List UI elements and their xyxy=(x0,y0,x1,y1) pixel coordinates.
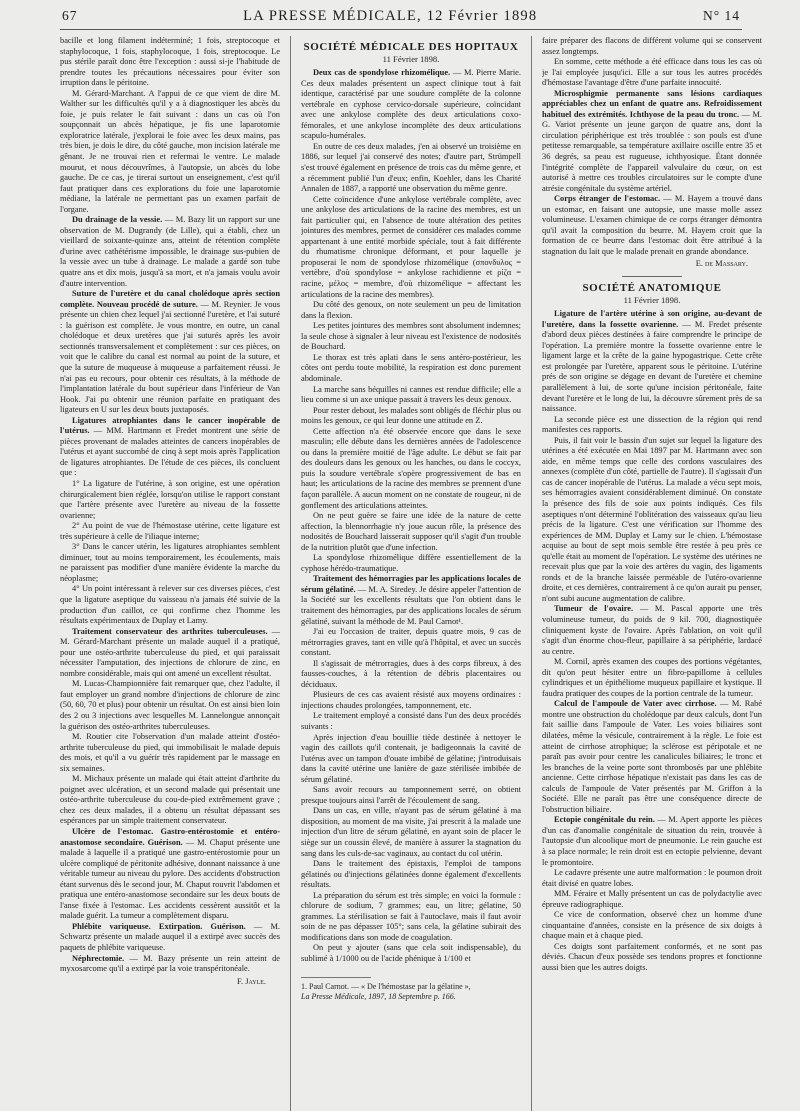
column-1 xyxy=(60,36,280,1111)
paragraph: M. Michaux présente un malade qui était atteint d'arthrite du poignet avec ulcération, et un second malade qui présentait une ostéo-arthrite tuberculeuse du cou-de-pied extrêmement grave ; chez ces deux malades, il a obtenu un résultat dépassant ses espérances par un simple traitement conservateur. xyxy=(60,774,280,826)
section-separator xyxy=(622,276,682,277)
article-paragraph: Corps étranger de l'estomac. — M. Hayem a trouvé dans un estomac, en faisant une autopsie, une masse molle assez volumineuse. L'examen chimique de ce corps étranger démontra qu'il avait la composition du beurre. M. Hayem croit que la formation de ce beurre dans l'estomac doit être attribué à la stagnation du lait que le malade prenait en grande abondance. xyxy=(542,194,762,256)
article-paragraph: Ectopie congénitale du rein. — M. Apert apporte les pièces d'un cas d'anomalie congénitale de situation du rein, trouvée à l'autopsie d'un alcoolique mort de pneumonie. Le rein gauche est à sa place normale; le rein droit est en ectopie pelvienne, devant le promontoire. xyxy=(542,815,762,867)
article-paragraph: Néphrectomie. — M. Bazy présente un rein atteint de myxosarcome qu'il a extirpé par la voie transpéritonéale. xyxy=(60,953,280,974)
article-paragraph: Traitement des hémorragies par les applications locales de sérum gélatiné. — M. A. Siredey. Je désire appeler l'attention de la Société sur les excellents résultats que l'on obtient dans le traitement des hémorragies, par des applications locales de sérum gélatiné, suivant la méthode de M. Paul Carnot¹. xyxy=(301,574,521,626)
article-paragraph: Calcul de l'ampoule de Vater avec cirrhose. — M. Rabé montre une obstruction du cholédoque par deux calculs, dont l'un fait saillie dans l'ampoule de Vater. Les voies biliaires sont dilatées, même la vésicule, contrairement à la règle. Le foie est atteint de cirrhose atrophique; la sclérose est péripotale et ne paraît pas avoir pour centre les canalicules biliaires; le tronc et les branches de la veine porte sont thrombosés par une phlébite ancienne. Cette cirrhose hépatique n'existait pas dans les cas de calculs de l'ampoule de Vater présentés par M. Griffon à la Société. Elle ne paraît pas être une conséquence directe de l'obstruction biliaire. xyxy=(542,699,762,814)
journal-title-line xyxy=(243,8,537,25)
author-signature: E. de Massary. xyxy=(695,259,748,269)
article-paragraph: Microsphigmie permanente sans lésions cardiaques appréciables chez un enfant de quatre ans. Refroidissement habituel des extrémités. Ichthyose de la peau du tronc. — M. G. Variot présente un jeune garçon de quatre ans, dont la circulation périphérique est très troublée : son pouls est d'une petitesse remarquable, sa température axillaire oscille entre 35 et 36 degrés, sa peau est rugueuse, ichthyosique. Étant donnée l'intégrité complète de l'appareil valvulaire du cœur, on est autorisé à mettre ces troubles circulatoires sur le compte d'une atrésie congénitale du système artériel. xyxy=(542,88,762,193)
paragraph: Pour rester debout, les malades sont obligés de fléchir plus ou moins les genoux, ce qui leur donne une attitude en Z. xyxy=(301,405,521,426)
paragraph: La préparation du sérum est très simple; en voici la formule : chlorure de sodium, 7 grammes; eau, un litre; gélatine, 50 grammes. La stérilisation se fait à l'autoclave, mais il faut avoir soin de ne pas dépasser 105°; sans cela, la gélatine subirait des modifications dans son mode de coagulation. xyxy=(301,890,521,942)
article-heading: Ulcère de l'estomac. Gastro-entérostomie et entéro-anastomose secondaire. Guérison. xyxy=(60,827,280,847)
paragraph: La spondylose rhizomélique diffère essentiellement de la cyphose hérédo-traumatique. xyxy=(301,553,521,573)
article-paragraph: Ulcère de l'estomac. Gastro-entérostomie et entéro-anastomose secondaire. Guérison. — M. Chaput présente une malade à laquelle il a pratiqué une gastro-entérostomie pour un ulcère compliqué de péritonite adhésive, donnant naissance à une véritable tumeur au niveau du pylore. Des accidents d'obstruction étant survenus dès le second jour, M. Chaput rouvrit l'abdomen et pratiqua une entéro-anastomose secondaire sur les deux bouts de l'anse fixée à l'estomac. Les accidents cessèrent aussitôt et la malade guérit. La tumeur a complètement disparu. xyxy=(60,827,280,921)
article-heading: Traitement des hémorragies par les applications locales de sérum gélatiné. xyxy=(301,574,521,594)
paragraph: Puis, il fait voir le bassin d'un sujet sur lequel la ligature des utérines a été exécutée en Mai 1897 par M. Hartmann avec son aide, en même temps que celle des cordons vasculaires des annexes (complète d'un côté, partielle de l'autre). Il s'agissait d'un cas de cancer inopérable de l'utérus. La malade a vécu sept mois, ses hémorragies avaient considérablement diminué. On constate la présence des fils de soie aux points indiqués. Ces fils aseptiques n'ont déterminé l'oblitération des vaisseaux qu'au lieu précis de la ligature. C'est une vérification sur l'homme des expériences de MM. Duplay et Lamy sur le chien. L'hémostase acquise au bout de sept mois semble être restée à peu près ce qu'elle était au moment de l'opération. Le système des utérines ne recevait plus que par la voie des artères du vagin, des ligaments ronds et de la branche laissée perméable de l'utéro-ovarienne droite, et ces dernières, contrairement à ce qu'on aurait pu penser, n'ont subi aucune augmentation de calibre. xyxy=(542,435,762,603)
paragraph: MM. Féraire et Mally présentent un cas de polydactylie avec épreuve radiographique. xyxy=(542,889,762,909)
article-paragraph: Deux cas de spondylose rhizomélique. — M. Pierre Marie. Ces deux malades présentent un aspect clinique tout à fait identique, caractérisé par une soudure complète de la colonne vertébrale en cyphose cervico-dorsale supérieure, coïncidant avec une ankylose complète des deux articulations coxo-fémorales, et une ankylose incomplète des deux articulations scapulo-humérales. xyxy=(301,68,521,141)
paragraph: Le traitement employé a consisté dans l'un des deux procédés suivants : xyxy=(301,711,521,731)
paragraph: Cette affection n'a été observée encore que dans le sexe masculin; elle débute dans les dernières années de l'adolescence ou dans la première moitié de l'âge adulte. Le début se fait par des douleurs dans les genoux ou les hanches, ou dans le coccyx, puis la soudure vertébrale s'opère progressivement de bas en haut; les articulations de la racine des membres se prennent d'une façon parallèle. A aucun moment on ne constate de rougeur, ni de gonflement des articulations atteintes. xyxy=(301,426,521,510)
footnote-line: La Presse Médicale, 1897, 18 Septembre p. 166. xyxy=(301,991,456,1001)
footnote-line: 1. Paul Carnot. — « De l'hémostase par la gélatine », xyxy=(301,981,471,991)
list-item: 4° Un point intéressant à relever sur ces diverses pièces, c'est que la ligature aseptique du vaisseau n'a jamais été suivie de la production d'un caillot, ce qui confirme chez l'homme les résultats expérimentaux de Duplay et Lamy. xyxy=(60,584,280,626)
article-paragraph: Du drainage de la vessie. — M. Bazy lit un rapport sur une observation de M. Dugrandy (de Lille), qui a établi, chez un vieillard de soixante-quinze ans, atteint de rétention complète d'urine avec cathétérisme impossible, le drainage sus-pubien de la vessie avec un tube à drainage. Le malade a gardé son tube quatre ans et dix mois, jusqu'à sa mort, et n'a jamais voulu avoir d'autre intervention. xyxy=(60,215,280,288)
paragraph: Le thorax est très aplati dans le sens antéro-postérieur, les côtes ont perdu toute mobilité, la respiration est donc purement abdominale. xyxy=(301,352,521,383)
column-divider xyxy=(531,36,532,1111)
article-heading: Microsphigmie permanente sans lésions cardiaques appréciables chez un enfant de quatre ans. Refroidissement habituel des extrémités. Ichthyose de la peau du tronc. xyxy=(542,88,762,119)
column-divider xyxy=(290,36,291,1111)
paragraph: Ce vice de conformation, observé chez un homme d'une cinquantaine d'années, consiste en la présence de six doigts à chaque main et à chaque pied. xyxy=(542,910,762,941)
page-number: 67 xyxy=(62,8,78,23)
paragraph: Dans un cas, en ville, n'ayant pas de sérum gélatiné à ma disposition, au moment de ma visite, j'ai prescrit à la malade une injection d'un litre de sérum gélatiné, en ayant soin de placer le siège sur un coussin élevé, de manière à assurer la stagnation du sang dans les culs-de-sac vaginaux, au contact du col utérin. xyxy=(301,806,521,858)
issue-date: 12 Février 1898 xyxy=(426,8,538,24)
paragraph: M. Routier cite l'observation d'un malade atteint d'ostéo-arthrite tuberculeuse du pied, qui immobilisait le malade depuis des mois, et qu'il a vu guérir très rapidement par le massage en six semaines. xyxy=(60,732,280,773)
footnote-rule xyxy=(301,977,371,978)
paragraph: faire préparer des flacons de différent volume qui se conservent assez longtemps. xyxy=(542,36,762,56)
article-heading: Phlébite variqueuse. Extirpation. Guérison. xyxy=(72,921,246,931)
article-heading: Ligatures atrophiantes dans le cancer inopérable de l'utérus. xyxy=(60,415,280,436)
paragraph: Cette coïncidence d'une ankylose vertébrale complète, avec une ankylose des articulations de la racine des membres, est un fait particulier qui, en l'absence de toute altération des petites jointures des membres, permet de considérer ces malades comme appartenant à une entité morbide spéciale, tout à fait différente du rhumatisme chronique déformant, et pour laquelle je proposerai le nom de spondylose rhizomélique (σπονδυλος = vertèbre, d'où spondylose = ankylose rachidienne et ρίζα = racine, μέλος = membre, d'où rhizomélique = affectant les articulations de la racine des membres). xyxy=(301,194,521,299)
journal-name: LA PRESSE MÉDICALE, xyxy=(243,8,422,24)
article-heading: Deux cas de spondylose rhizomélique. xyxy=(313,68,451,78)
text-columns xyxy=(60,36,762,1111)
paragraph: M. Lucas-Championnière fait remarquer que, chez l'adulte, il faut employer un grand nombre d'injections de chlorure de zinc (50, 60, 70 et plus) pour obtenir un résultat. On est ainsi bien loin des 2 ou 3 injections avec lesquelles M. Lannelongue annonçait la guérison des ostéo-arthrites tuberculeuses. xyxy=(60,679,280,731)
paragraph: En somme, cette méthode a été efficace dans tous les cas où je l'ai employée jusqu'ici. Elle a sur tous les autres procédés d'hémostase l'avantage d'être d'une parfaite innocuité. xyxy=(542,57,762,88)
article-heading: Traitement conservateur des arthrites tuberculeuses. xyxy=(72,626,268,636)
article-heading: Du drainage de la vessie. xyxy=(72,215,163,225)
article-heading: Corps étranger de l'estomac. xyxy=(554,194,661,204)
list-item: 3° Dans le cancer utérin, les ligatures atrophiantes semblent diminuer, tout au moins temporairement, les écoulements, mais ne paraissent pas modifier d'une manière évidente la marche du néoplasme; xyxy=(60,542,280,583)
article-paragraph: Tumeur de l'ovaire. — M. Pascal apporte une très volumineuse tumeur, du poids de 9 kil. 700, diagnostiquée cliniquement kyste de l'ovaire. Après l'ablation, on voit qu'il s'agit d'un énorme chou-fleur, papillaire à sa périphérie, lardacé au centre. xyxy=(542,604,762,656)
article-paragraph: Ligatures atrophiantes dans le cancer inopérable de l'utérus. — MM. Hartmann et Fredet montrent une série de pièces provenant de malades atteintes de cancers inopérables de l'utérus et ayant succombé de cinq à sept mois après l'application de ligatures atrophiantes. De l'étude de ces pièces, ils concluent que : xyxy=(60,415,280,478)
paragraph: Les petites jointures des membres sont absolument indemnes; la seule chose à signaler à leur niveau est l'existence de nodosités de Bouchard. xyxy=(301,321,521,352)
section-date: 11 Février 1898. xyxy=(623,294,681,305)
list-item: 2° Au point de vue de l'hémostase utérine, cette ligature est très supérieure à celle de l'iliaque interne; xyxy=(60,521,280,541)
footnote xyxy=(301,982,521,1002)
article-heading: Tumeur de l'ovaire. xyxy=(554,604,634,614)
paragraph: Ces doigts sont parfaitement conformés, et ne sont pas déviés. Chacun d'eux possède ses tendons propres et fonctionne aussi bien que les autres doigts. xyxy=(542,941,762,973)
paragraph: Plusieurs de ces cas avaient résisté aux moyens ordinaires : injections chaudes prolongées, tamponnement, etc. xyxy=(301,690,521,710)
article-heading: Néphrectomie. xyxy=(72,953,125,963)
paragraph: En outre de ces deux malades, j'en ai observé un troisième en 1886, sur lequel j'ai conservé des notes; d'autre part, Strümpell s'est trouvé également en présence de trois cas du même genre, et a récemment publié l'un d'eux; enfin, Koehler, dans les Charité Annalen de 1887, a rapporté une observation du même genre. xyxy=(301,141,521,194)
paragraph: Dans le traitement des épistaxis, l'emploi de tampons gélatinés ou d'injections gélatinées donne également d'excellents résultats. xyxy=(301,859,521,890)
paragraph: M. Gérard-Marchant. A l'appui de ce que vient de dire M. Walther sur les difficultés qu'il y a à diagnostiquer les abcès du foie, je puis relater le fait suivant : dans un cas où l'on soupçonnait un abcès hépatique, je fis une laparotomie exploratrice latérale, j'explorai le foie avec les deux mains, pas très bien, je dois le dire, du côté gauche, mon incision latérale me gênant. Je ne trouvai rien et refermai le ventre. Le malade mourut, et nous découvrîmes, à l'autopsie, un abcès du lobe gauche. De ce cas, je tirerai surtout un enseignement, c'est qu'il faut pratiquer dans ces explorations du foie une laparotomie médiane, la latérale ne permettant pas un examen parfait de l'organe. xyxy=(60,88,280,214)
article-paragraph: Phlébite variqueuse. Extirpation. Guérison. — M. Schwartz présente un malade auquel il a extirpé avec succès des paquets de phlébite variqueuse. xyxy=(60,921,280,953)
article-heading: Suture de l'uretère et du canal cholédoque après section complète. Nouveau procédé de suture. xyxy=(60,289,280,309)
section-date: 11 Février 1898. xyxy=(382,53,440,64)
column-3 xyxy=(542,36,762,1111)
article-heading: Ectopie congénitale du rein. xyxy=(554,815,655,825)
paragraph: La seconde pièce est une dissection de la région qui rend manifestes ces rapports. xyxy=(542,414,762,435)
paragraph: Il s'agissait de métrorragies, dues à des corps fibreux, à des fausses-couches, à la rétention de débris placentaires ou déciduaux. xyxy=(301,658,521,689)
paragraph: J'ai eu l'occasion de traiter, depuis quatre mois, 9 cas de métrorragies graves, tant en ville qu'à l'hôpital, et avec un succès constant. xyxy=(301,627,521,658)
page-header xyxy=(60,8,742,30)
article-paragraph: Traitement conservateur des arthrites tuberculeuses. — M. Gérard-Marchant présente un malade auquel il a pratiqué, pour une ostéo-arthrite tuberculeuse du pied, et qui paraissait nécessiter l'amputation, des injections de chlorure de zinc, en nombre considérable, mais qui ont amené un excellent résultat. xyxy=(60,626,280,678)
column-2 xyxy=(301,36,521,1111)
author-signature: F. Jayle. xyxy=(237,976,266,986)
paragraph: On peut y ajouter (sans que cela soit indispensable), du sublimé à 1/1000 ou de l'acide phénique à 1/100 et xyxy=(301,943,521,964)
list-item: 1° La ligature de l'utérine, à son origine, est une opération chirurgicalement bien réglée, lorsqu'on utilise le rapport constant que l'artère présente avec l'uretère au niveau de la fossette ovarienne; xyxy=(60,478,280,520)
paragraph: On ne peut guère se faire une idée de la nature de cette affection, la blennorrhagie n'y joue aucun rôle, la présence des nodosités de Bouchard laisserait supposer qu'il s'agit d'un trouble de la nutrition plutôt que d'une infection. xyxy=(301,511,521,552)
issue-number: N° 14 xyxy=(702,8,740,23)
article-paragraph: Ligature de l'artère utérine à son origine, au-devant de l'uretère, dans la fossette ovarienne. — M. Fredet présente d'abord deux pièces destinées à faire comprendre le principe de l'opération. La première montre la fossette ovarienne entre le ligament large et la crête de la gaine hypogastrique. Cette crête est prolongée par l'uretère, apparent sous le péritoine. L'utérine prés de son origine se dégage en devant de l'uretère et chemine parallèlement à lui, de sorte qu'une incision péritonéale, faite devant l'uretère et le long de lui, la découvre sûrement près de sa naissance. xyxy=(542,309,762,414)
section-title: SOCIÉTÉ MÉDICALE DES HOPITAUX xyxy=(303,41,519,53)
section-title: SOCIÉTÉ ANATOMIQUE xyxy=(582,282,722,295)
paragraph: Après injection d'eau bouillie tiède destinée à nettoyer le vagin des caillots qu'il contenait, je badigeonnais la cavité de l'utérus avec un tampon d'ouate imbibé de gélatine; j'introduisais dans la cavité utérine une lanière de gaze stérilisée imbibée de sérum gélatiné. xyxy=(301,732,521,784)
paragraph: M. Cornil, après examen des coupes des portions végétantes, dit qu'on peut hésiter entre un fibro-papillome à cellules cylindriques et un épithéliome muqueux papillaire et kystique. Il faudra pratiquer des coupes de la portion centrale de la tumeur. xyxy=(542,657,762,698)
article-paragraph: Suture de l'uretère et du canal cholédoque après section complète. Nouveau procédé de suture. — M. Reynier. Je vous présente un chien chez lequel j'ai sectionné l'uretère, et l'ai suturé : la guérison est complète. Je vous montre, en outre, un canal cholédoque et deux uretères que j'ai suturés après les avoir sectionnés transversalement et complètement : sur ces pièces, on voit que le calibre du canal est normal au point de la suture, et que la suture de muqueuse à muqueuse a parfaitement réussi. Je n'ai pas eu recours, pour obtenir ces résultats, à la méthode de l'implantation latérale du bout supérieur dans l'inférieur de Van Hook. J'ai pu obtenir une réunion parfaite en pratiquant des ligateurs en U sur les deux bouts juxtaposés. xyxy=(60,289,280,415)
paragraph: bacille et long filament indéterminé; 1 fois, streptocoque et staphylocoque, 1 fois, staphylocoque, 1 fois, streptocoque. Le pus stérile paraît donc être l'exception : aussi si-je l'habitude de prendre toutes les précautions nécessaires pour éviter son irruption dans le péritoine. xyxy=(60,36,280,88)
paragraph: La marche sans béquilles ni cannes est rendue difficile; elle a lieu comme si un axe unique passait à travers les deux genoux. xyxy=(301,384,521,405)
paragraph: Sans avoir recours au tamponnement serré, on obtient presque toujours ainsi l'arrêt de l'écoulement de sang. xyxy=(301,785,521,805)
article-heading: Ligature de l'artère utérine à son origine, au-devant de l'uretère, dans la fossette ovarienne. xyxy=(542,309,762,329)
article-heading: Calcul de l'ampoule de Vater avec cirrhose. xyxy=(554,699,717,709)
paragraph: Du côté des genoux, on note seulement un peu de limitation dans la flexion. xyxy=(301,300,521,320)
paragraph: Le cadavre présente une autre malformation : le poumon droit était divisé en quatre lobes. xyxy=(542,868,762,888)
